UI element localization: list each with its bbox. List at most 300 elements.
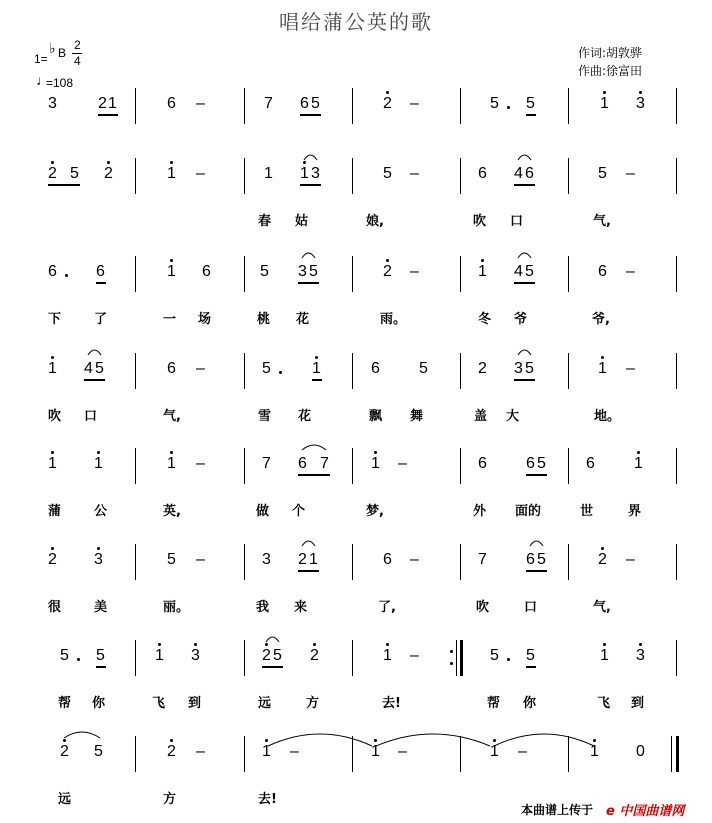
underline	[48, 184, 80, 186]
barline	[676, 353, 677, 389]
high-octave-dot	[97, 451, 100, 454]
underline	[298, 474, 330, 476]
high-octave-dot	[170, 451, 173, 454]
barline	[352, 640, 353, 676]
note: 6	[526, 455, 535, 472]
dash: –	[410, 95, 419, 112]
lyric: 公	[94, 504, 108, 519]
note: 5	[383, 165, 392, 182]
note: 6	[525, 165, 534, 182]
lyric: 花	[296, 312, 310, 327]
lyric: 我	[256, 600, 270, 615]
note: 6	[167, 360, 176, 377]
note: 6	[48, 263, 57, 280]
lyric: 美	[94, 600, 108, 615]
repeat-barline-thick	[460, 640, 463, 676]
underline	[298, 282, 319, 284]
dash: –	[410, 647, 419, 664]
lyric: 场	[198, 312, 212, 327]
lyric: 到	[188, 696, 202, 711]
barline	[568, 736, 569, 772]
dash: –	[196, 551, 205, 568]
repeat-barline	[456, 640, 457, 676]
barline	[352, 353, 353, 389]
note: 3	[94, 551, 103, 568]
note: 4	[514, 165, 523, 182]
note: 1	[598, 360, 607, 377]
lyric: 姑	[295, 214, 309, 229]
barline	[135, 640, 136, 676]
lyric: 下	[48, 312, 62, 327]
lyric: 去!	[382, 696, 401, 711]
dash: –	[626, 165, 635, 182]
high-octave-dot	[603, 91, 606, 94]
lyric: 娘,	[366, 214, 384, 229]
lyric: 口	[524, 600, 538, 615]
lyric: 盖	[474, 409, 488, 424]
note: 2	[298, 551, 307, 568]
note: 2	[262, 647, 271, 664]
note: 6	[478, 165, 487, 182]
barline	[244, 640, 245, 676]
note: 2	[48, 551, 57, 568]
high-octave-dot	[265, 643, 268, 646]
note: 2	[48, 165, 57, 182]
note: 3	[514, 360, 523, 377]
underline	[262, 666, 283, 668]
note: 1	[264, 165, 273, 182]
note: 5	[311, 95, 320, 112]
underline	[312, 379, 322, 381]
high-octave-dot	[601, 356, 604, 359]
site-logo-text: 中国曲谱网	[619, 804, 685, 819]
barline	[352, 256, 353, 292]
note: 3	[311, 165, 320, 182]
note: 5	[167, 551, 176, 568]
lyric: 雨。	[380, 312, 407, 327]
underline	[298, 570, 319, 572]
high-octave-dot	[51, 451, 54, 454]
lyric: 你	[92, 696, 106, 711]
high-octave-dot	[97, 547, 100, 550]
dash: –	[626, 263, 635, 280]
note: 5	[537, 551, 546, 568]
barline	[352, 544, 353, 580]
dash: –	[196, 165, 205, 182]
note: 5	[525, 263, 534, 280]
slur	[518, 155, 531, 160]
high-octave-dot	[303, 161, 306, 164]
underline	[514, 282, 535, 284]
note: 3	[636, 647, 645, 664]
note: 5	[94, 743, 103, 760]
barline	[135, 544, 136, 580]
note: 2	[383, 263, 392, 280]
high-octave-dot	[374, 739, 377, 742]
lyric: 面的	[515, 504, 542, 519]
note: 5	[95, 360, 104, 377]
note: 2	[98, 95, 107, 112]
underline	[300, 184, 321, 186]
barline	[568, 256, 569, 292]
dash: –	[410, 551, 419, 568]
note: 0	[636, 743, 645, 760]
lyric: 飞	[152, 696, 166, 711]
high-octave-dot	[265, 739, 268, 742]
note: 1	[48, 360, 57, 377]
lyric: 气,	[593, 214, 611, 229]
high-octave-dot	[386, 91, 389, 94]
lyric: 界	[628, 504, 642, 519]
underline	[514, 184, 535, 186]
augmentation-dot	[507, 658, 510, 661]
song-title: 唱给蒲公英的歌	[279, 10, 433, 34]
barline	[676, 640, 677, 676]
augmentation-dot	[77, 658, 80, 661]
lyric: 很	[48, 600, 62, 615]
note: 6	[478, 455, 487, 472]
lyricist: 作词:胡敦骅	[578, 46, 643, 60]
repeat-dot	[450, 650, 453, 653]
barline	[244, 158, 245, 194]
note: 5	[96, 647, 105, 664]
note: 3	[191, 647, 200, 664]
note: 1	[312, 360, 321, 377]
note: 1	[48, 455, 57, 472]
underline	[84, 379, 105, 381]
high-octave-dot	[386, 259, 389, 262]
barline	[676, 448, 677, 484]
barline	[568, 544, 569, 580]
lyric: 飞	[597, 696, 611, 711]
note: 5	[490, 647, 499, 664]
barline	[244, 256, 245, 292]
dash: –	[196, 360, 205, 377]
high-octave-dot	[637, 451, 640, 454]
note: 5	[309, 263, 318, 280]
barline	[135, 158, 136, 194]
lyric: 英,	[163, 504, 181, 519]
lyric: 口	[510, 214, 524, 229]
note: 1	[490, 743, 499, 760]
note: 2	[104, 165, 113, 182]
final-barline-thick	[676, 736, 679, 772]
note: 6	[298, 455, 307, 472]
barline	[135, 736, 136, 772]
dash: –	[196, 95, 205, 112]
high-octave-dot	[493, 739, 496, 742]
note: 1	[108, 95, 117, 112]
high-octave-dot	[639, 91, 642, 94]
underline	[526, 474, 547, 476]
slur	[88, 350, 101, 355]
site-logo[interactable]: e 中国曲谱网	[606, 804, 685, 819]
repeat-dot	[450, 662, 453, 665]
meter-top: 2	[74, 38, 81, 52]
slur	[302, 445, 326, 450]
note: 7	[264, 95, 273, 112]
high-octave-dot	[601, 547, 604, 550]
high-octave-dot	[170, 259, 173, 262]
dash: –	[398, 743, 407, 760]
barline	[460, 448, 461, 484]
note: 1	[300, 165, 309, 182]
high-octave-dot	[63, 739, 66, 742]
note: 6	[598, 263, 607, 280]
underline	[526, 666, 536, 668]
dash: –	[626, 551, 635, 568]
augmentation-dot	[279, 371, 282, 374]
tie	[268, 734, 372, 746]
note: 7	[478, 551, 487, 568]
key-tonic: B	[58, 46, 67, 60]
slur	[518, 350, 531, 355]
lyric: 方	[306, 696, 320, 711]
note: 1	[600, 647, 609, 664]
note: 5	[70, 165, 79, 182]
slur	[302, 253, 315, 258]
lyric: 吹	[476, 600, 490, 615]
note: 1	[371, 743, 380, 760]
lyric: 蒲	[48, 504, 62, 519]
note: 1	[590, 743, 599, 760]
barline	[244, 544, 245, 580]
tie	[376, 734, 490, 746]
lyric: 爷,	[592, 312, 610, 327]
barline	[352, 736, 353, 772]
lyric: 爷	[514, 312, 528, 327]
lyric: 吹	[473, 214, 487, 229]
dash: –	[398, 455, 407, 472]
lyric: 到	[631, 696, 645, 711]
note: 2	[598, 551, 607, 568]
barline	[676, 544, 677, 580]
note: 2	[60, 743, 69, 760]
note: 5	[419, 360, 428, 377]
note: 3	[262, 551, 271, 568]
barline	[135, 88, 136, 124]
high-octave-dot	[194, 643, 197, 646]
note: 2	[167, 743, 176, 760]
slur	[64, 732, 100, 738]
note: 5	[537, 455, 546, 472]
flat-sign: ♭	[49, 40, 56, 56]
dash: –	[410, 263, 419, 280]
barline	[460, 158, 461, 194]
barline	[460, 256, 461, 292]
lyric: 春	[258, 214, 272, 229]
barline	[244, 448, 245, 484]
dash: –	[410, 165, 419, 182]
note: 4	[514, 263, 523, 280]
high-octave-dot	[107, 161, 110, 164]
lyric: 做	[256, 504, 270, 519]
note: 5	[598, 165, 607, 182]
note: 1	[262, 743, 271, 760]
barline	[568, 353, 569, 389]
note: 2	[478, 360, 487, 377]
note: 5	[525, 360, 534, 377]
note: 6	[526, 551, 535, 568]
lyric: 来	[294, 600, 308, 615]
lyric: 去!	[258, 792, 277, 807]
note: 5	[526, 647, 535, 664]
barline	[676, 158, 677, 194]
barline	[352, 158, 353, 194]
lyric: 气,	[593, 600, 611, 615]
barline	[135, 353, 136, 389]
high-octave-dot	[374, 451, 377, 454]
high-octave-dot	[481, 259, 484, 262]
lyric: 丽。	[163, 600, 190, 615]
note: 5	[60, 647, 69, 664]
underline	[526, 114, 536, 116]
note: 5	[262, 360, 271, 377]
lyric: 远	[58, 792, 72, 807]
barline	[135, 256, 136, 292]
barline	[568, 448, 569, 484]
lyric: 梦,	[366, 504, 384, 519]
note: 6	[202, 263, 211, 280]
quarter-note-icon: ♩	[36, 72, 50, 88]
lyric: 帮	[58, 696, 72, 711]
lyric: 帮	[487, 696, 501, 711]
note: 1	[383, 647, 392, 664]
dash: –	[290, 743, 299, 760]
dash: –	[196, 455, 205, 472]
lyric: 了,	[378, 600, 396, 615]
lyric: 桃	[257, 312, 271, 327]
high-octave-dot	[315, 356, 318, 359]
note: 3	[636, 95, 645, 112]
high-octave-dot	[51, 547, 54, 550]
note: 1	[600, 95, 609, 112]
augmentation-dot	[507, 106, 510, 109]
slur	[266, 637, 279, 642]
high-octave-dot	[51, 356, 54, 359]
underline	[514, 379, 535, 381]
lyric: 冬	[478, 312, 492, 327]
dash: –	[518, 743, 527, 760]
lyric: 花	[298, 409, 312, 424]
barline	[244, 353, 245, 389]
note: 1	[371, 455, 380, 472]
dash: –	[626, 360, 635, 377]
lyric: 了	[94, 312, 108, 327]
barline	[676, 88, 677, 124]
high-octave-dot	[170, 161, 173, 164]
note: 5	[526, 95, 535, 112]
note: 6	[300, 95, 309, 112]
lyric: 世	[580, 504, 594, 519]
final-barline	[671, 736, 672, 772]
high-octave-dot	[593, 739, 596, 742]
note: 1	[167, 165, 176, 182]
note: 3	[48, 95, 57, 112]
note: 2	[383, 95, 392, 112]
underline	[300, 114, 321, 116]
slur	[302, 541, 315, 546]
barline	[352, 448, 353, 484]
tie	[494, 734, 594, 746]
high-octave-dot	[51, 161, 54, 164]
barline	[460, 544, 461, 580]
composer: 作曲:徐富田	[578, 64, 643, 78]
high-octave-dot	[386, 643, 389, 646]
underline	[526, 570, 547, 572]
note: 6	[96, 263, 105, 280]
note: 5	[490, 95, 499, 112]
high-octave-dot	[170, 739, 173, 742]
lyric: 舞	[410, 409, 424, 424]
high-octave-dot	[158, 643, 161, 646]
lyric: 地。	[594, 409, 621, 424]
note: 6	[586, 455, 595, 472]
lyric: 方	[163, 792, 177, 807]
lyric: 大	[506, 409, 520, 424]
note: 1	[478, 263, 487, 280]
barline	[244, 736, 245, 772]
high-octave-dot	[603, 643, 606, 646]
lyric: 外	[473, 504, 487, 519]
barline	[460, 353, 461, 389]
lyric: 吹	[48, 409, 62, 424]
high-octave-dot	[313, 643, 316, 646]
barline	[568, 88, 569, 124]
barline	[244, 88, 245, 124]
high-octave-dot	[639, 643, 642, 646]
note: 7	[262, 455, 271, 472]
augmentation-dot	[65, 274, 68, 277]
note: 1	[167, 263, 176, 280]
underline	[96, 666, 106, 668]
lyric: 远	[258, 696, 272, 711]
note: 5	[273, 647, 282, 664]
note: 1	[94, 455, 103, 472]
slur	[530, 541, 543, 546]
lyric: 雪	[258, 409, 272, 424]
note: 3	[298, 263, 307, 280]
tempo: =108	[46, 76, 74, 90]
barline	[135, 448, 136, 484]
dash: –	[196, 743, 205, 760]
lyric: 个	[292, 504, 306, 519]
upload-text: 本曲谱上传于	[521, 803, 594, 817]
note: 1	[309, 551, 318, 568]
lyric: 气,	[163, 409, 181, 424]
slur	[518, 253, 531, 258]
barline	[676, 256, 677, 292]
note: 2	[310, 647, 319, 664]
note: 4	[84, 360, 93, 377]
slur	[304, 155, 317, 160]
note: 6	[383, 551, 392, 568]
lyric: 飘	[369, 409, 383, 424]
note: 1	[155, 647, 164, 664]
note: 5	[260, 263, 269, 280]
key-prefix: 1=	[34, 52, 48, 66]
barline	[568, 158, 569, 194]
barline	[460, 736, 461, 772]
underline	[96, 282, 106, 284]
note: 7	[320, 455, 329, 472]
barline	[460, 88, 461, 124]
barline	[352, 88, 353, 124]
note: 1	[634, 455, 643, 472]
note: 6	[167, 95, 176, 112]
underline	[98, 114, 118, 116]
lyric: 你	[523, 696, 537, 711]
